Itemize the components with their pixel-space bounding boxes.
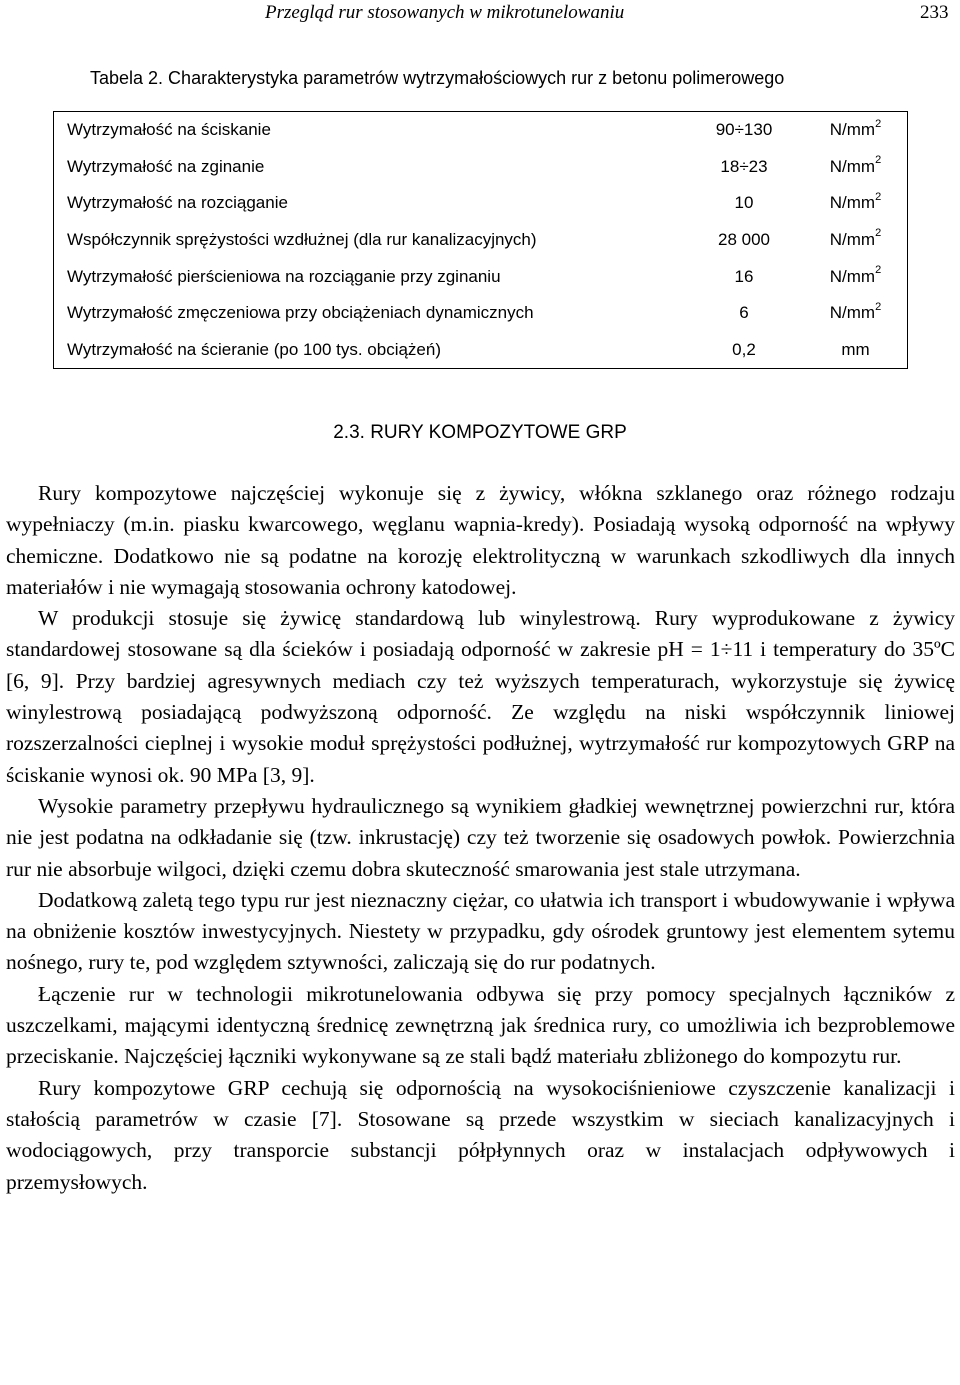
property-value: 18÷23	[720, 156, 768, 176]
table-row	[54, 112, 908, 149]
paragraph: Wysokie parametry przepływu hydraulicznego są wynikiem gładkiej wewnętrznej powierzchni rur, która nie jest podatna na odkładanie się (tzw. inkrustację) czy też tworzenie się osadowych powłok. Powierzchnia rur nie absorbuje wilgoci, dzięki czemu dobra skuteczność smarowania jest stale utrzymana.	[6, 793, 955, 881]
property-name: Wytrzymałość pierścieniowa na rozciąganie przy zginaniu	[67, 266, 501, 286]
property-unit	[804, 149, 908, 186]
unit-text: mm	[841, 339, 870, 359]
property-value: 10	[734, 193, 754, 213]
paragraph: Łączenie rur w technologii mikrotunelowania odbywa się przy pomocy specjalnych łączników z uszczelkami, mającymi identyczną średnicę zewnętrzną jak średnica rury, co umożliwia ich bezproblemowe przeciskanie. Najczęściej łączniki wykonywane są ze stali bądź materiału zbliżonego do kompozytu rur.	[6, 981, 955, 1069]
property-value: 16	[734, 266, 754, 286]
paragraph: Dodatkową zaletą tego typu rur jest nieznaczny ciężar, co ułatwia ich transport i wbudowywanie i wpływa na obniżenie kosztów inwestycyjnych. Niestety w przypadku, gdy ośrodek gruntowy jest elementem sytemu nośnego, rury te, pod względem sztywności, zaliczają się do rur podatnych.	[6, 887, 955, 975]
property-name: Wytrzymałość na rozciąganie	[67, 193, 288, 213]
property-unit	[804, 332, 908, 369]
unit-text: N/mm	[829, 193, 876, 213]
page-number: 233	[920, 2, 949, 23]
property-value: 6	[739, 303, 749, 323]
table-row	[54, 295, 908, 332]
unit-text: N/mm	[829, 156, 876, 176]
property-value: 28 000	[718, 230, 770, 250]
property-name: Wytrzymałość na ściskanie	[67, 120, 271, 140]
unit-exponent: 2	[875, 190, 882, 203]
table-row	[54, 185, 908, 222]
table-row	[54, 222, 908, 259]
table-row	[54, 258, 908, 295]
unit-exponent: 2	[875, 264, 882, 277]
properties-table-body	[54, 112, 908, 369]
property-unit	[804, 258, 908, 295]
unit-text: N/mm	[829, 120, 876, 140]
paragraph: Rury kompozytowe najczęściej wykonuje się z żywicy, włókna szklanego oraz różnego rodzaju wypełniaczy (m.in. piasku kwarcowego, węglanu wapnia-kredy). Posiadają wysoką odporność na wpływy chemiczne. Dodatkowo nie są podatne na korozję elektrolityczną w warunkach szkodliwych dla innych materiałów i nie wymagają stosowania ochrony katodowej.	[6, 481, 955, 599]
unit-exponent: 2	[875, 117, 882, 130]
property-unit	[804, 222, 908, 259]
property-name: Wytrzymałość na zginanie	[67, 156, 265, 176]
property-name: Współczynnik sprężystości wzdłużnej (dla rur kanalizacyjnych)	[67, 230, 537, 250]
unit-exponent: 2	[875, 227, 882, 240]
unit-text: N/mm	[829, 303, 876, 323]
table-caption: Tabela 2. Charakterystyka parametrów wytrzymałościowych rur z betonu polimerowego	[90, 68, 785, 88]
property-name: Wytrzymałość zmęczeniowa przy obciążeniach dynamicznych	[67, 303, 534, 323]
unit-text: N/mm	[829, 266, 876, 286]
unit-exponent: 2	[875, 300, 882, 313]
property-value: 90÷130	[715, 120, 773, 140]
section-heading: 2.3. RURY KOMPOZYTOWE GRP	[333, 422, 627, 443]
property-value: 0,2	[732, 339, 756, 359]
paragraph: Rury kompozytowe GRP cechują się odpornością na wysokociśnieniowe czyszczenie kanalizacji i stałością parametrów w czasie [7]. Stosowane są przede wszystkim w sieciach kanalizacyjnych i wodociągowych, przy transporcie substancji półpłynnych oraz w instalacjach odpływowych i przemysłowych.	[6, 1075, 955, 1194]
property-unit	[804, 185, 908, 222]
property-name: Wytrzymałość na ścieranie (po 100 tys. obciążeń)	[67, 339, 441, 359]
unit-text: N/mm	[829, 230, 876, 250]
paragraph: W produkcji stosuje się żywicę standardową lub winylestrową. Rury wyprodukowane z żywicy standardowej stosowane są dla ścieków i posiadają odporność w zakresie pH = 1÷11 i temperatury do 35ºC [6, 9]. Przy bardziej agresywnych mediach czy też wyższych temperaturach, wykorzystuje się żywicę winylestrową posiadającą podwyższoną odporność. Ze względu na niski współczynnik liniowej rozszerzalności cieplnej i wysokie moduł sprężystości podłużnej, wytrzymałość rur kompozytowych GRP na ściskanie wynosi ok. 90 MPa [3, 9].	[6, 606, 955, 787]
running-title: Przegląd rur stosowanych w mikrotunelowaniu	[265, 2, 625, 23]
property-unit	[804, 112, 908, 149]
table-row	[54, 149, 908, 186]
body-text	[6, 478, 955, 1198]
property-unit	[804, 295, 908, 332]
unit-exponent: 2	[875, 154, 882, 167]
properties-table	[53, 111, 908, 369]
table-row	[54, 332, 908, 369]
page-header	[0, 2, 960, 30]
